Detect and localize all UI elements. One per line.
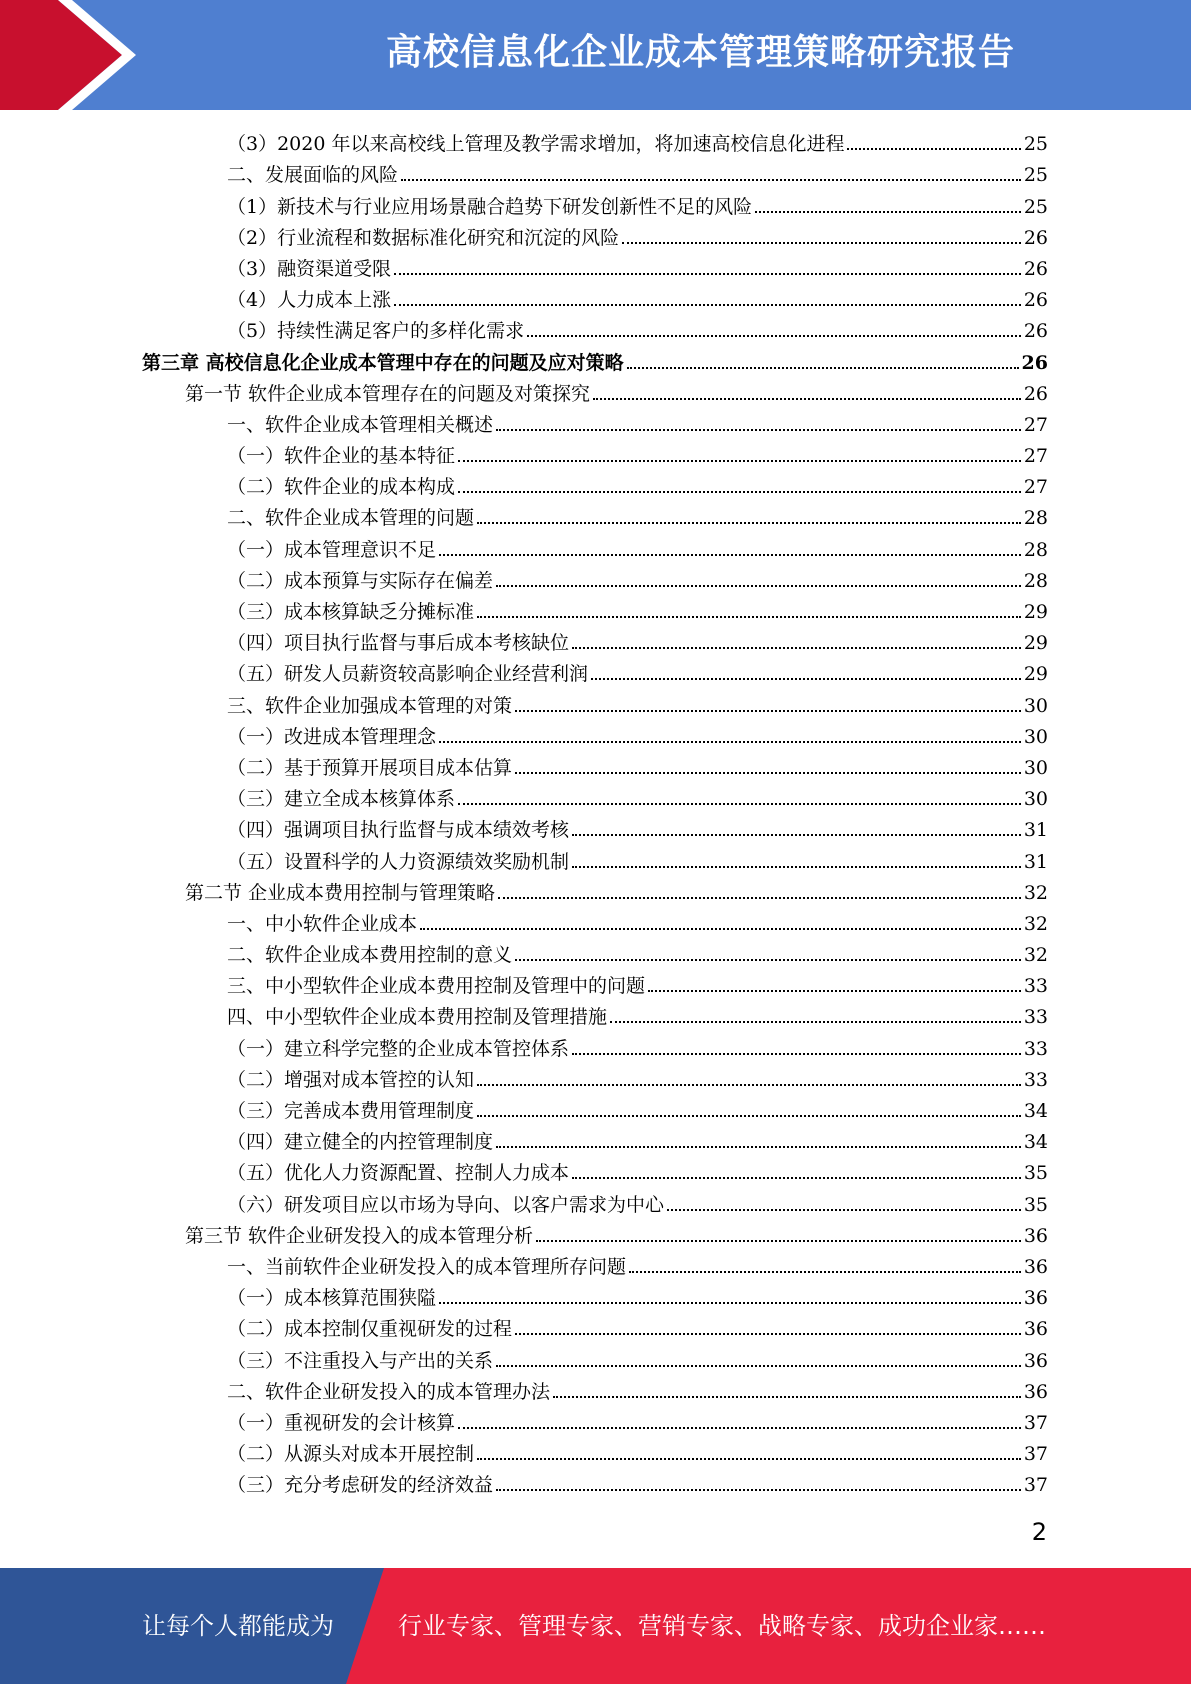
toc-entry[interactable] (142, 1001, 1048, 1032)
toc-entry[interactable] (142, 658, 1048, 689)
toc-entry-title: （一）重视研发的会计核算 (227, 1411, 456, 1434)
toc-entry-page: 33 (1023, 1068, 1048, 1091)
toc-entry-title: （二）从源头对成本开展控制 (227, 1443, 475, 1466)
toc-dot-leader (572, 647, 1021, 649)
toc-entry[interactable] (142, 471, 1048, 502)
toc-entry[interactable] (142, 378, 1048, 409)
toc-entry-title: （三）成本核算缺乏分摊标准 (227, 601, 475, 623)
toc-entry[interactable] (142, 752, 1048, 783)
toc-entry-page: 37 (1023, 1474, 1048, 1497)
toc-entry-page: 26 (1023, 320, 1048, 343)
toc-entry-page: 29 (1023, 663, 1048, 686)
toc-entry-page: 33 (1023, 1006, 1048, 1029)
toc-entry-title: 二、软件企业成本管理的问题 (227, 507, 475, 530)
toc-entry-title: （二）基于预算开展项目成本估算 (227, 756, 513, 779)
toc-entry[interactable] (142, 346, 1048, 377)
toc-entry[interactable] (142, 783, 1048, 814)
toc-entry-title: （三）完善成本费用管理制度 (227, 1100, 475, 1122)
toc-entry-page: 25 (1023, 164, 1048, 187)
toc-entry-title: 一、当前软件企业研发投入的成本管理所存问题 (227, 1255, 627, 1278)
toc-dot-leader (667, 1209, 1021, 1211)
table-of-contents (142, 128, 1048, 1500)
toc-dot-leader (458, 460, 1021, 462)
toc-entry-title: （二）增强对成本管控的认知 (227, 1068, 475, 1091)
toc-entry-page: 31 (1023, 850, 1048, 873)
toc-entry[interactable] (142, 1095, 1048, 1126)
toc-dot-leader (627, 367, 1019, 369)
toc-entry-page: 26 (1023, 257, 1048, 280)
toc-entry[interactable] (142, 1188, 1048, 1219)
toc-dot-leader (515, 959, 1021, 961)
toc-entry-page: 30 (1023, 694, 1048, 717)
toc-entry-title: （一）成本管理意识不足 (227, 538, 437, 561)
toc-entry-page: 35 (1023, 1193, 1048, 1216)
toc-entry[interactable] (142, 1407, 1048, 1438)
toc-entry-title: （四）强调项目执行监督与成本绩效考核 (227, 819, 570, 842)
toc-entry[interactable] (142, 315, 1048, 346)
toc-entry-title: （一）成本核算范围狭隘 (227, 1287, 437, 1310)
toc-entry-title: （五）设置科学的人力资源绩效奖励机制 (227, 850, 570, 873)
toc-entry-title: （一）建立科学完整的企业成本管控体系 (227, 1037, 570, 1060)
toc-dot-leader (496, 429, 1021, 431)
toc-entry-page: 36 (1023, 1349, 1048, 1372)
toc-dot-leader (572, 1177, 1021, 1179)
toc-dot-leader (515, 710, 1021, 712)
toc-dot-leader (498, 897, 1021, 899)
toc-entry-page: 26 (1021, 351, 1048, 374)
toc-dot-leader (458, 491, 1021, 493)
toc-entry[interactable] (142, 908, 1048, 939)
page-header (0, 0, 1191, 110)
toc-entry-page: 33 (1023, 1037, 1048, 1060)
toc-entry[interactable] (142, 596, 1048, 627)
toc-entry-page: 36 (1023, 1380, 1048, 1403)
toc-dot-leader (439, 741, 1021, 743)
toc-entry[interactable] (142, 1344, 1048, 1375)
toc-entry-page: 36 (1023, 1255, 1048, 1278)
toc-dot-leader (515, 1333, 1021, 1335)
toc-entry[interactable] (142, 877, 1048, 908)
toc-entry-title: （五）优化人力资源配置、控制人力成本 (227, 1162, 570, 1185)
toc-entry-title: （一）软件企业的基本特征 (227, 445, 456, 468)
toc-entry-page: 26 (1023, 382, 1048, 405)
toc-dot-leader (477, 616, 1021, 618)
toc-entry-page: 31 (1023, 819, 1048, 842)
toc-entry-page: 33 (1023, 975, 1048, 998)
toc-entry-title: （三）充分考虑研发的经济效益 (227, 1474, 494, 1497)
toc-entry-page: 27 (1023, 476, 1048, 499)
toc-entry[interactable] (142, 627, 1048, 658)
toc-entry[interactable] (142, 253, 1048, 284)
toc-dot-leader (496, 1365, 1021, 1367)
toc-entry-title: （五）研发人员薪资较高影响企业经营利润 (227, 663, 589, 686)
toc-dot-leader (477, 1084, 1021, 1086)
toc-dot-leader (622, 242, 1021, 244)
toc-dot-leader (394, 304, 1021, 306)
toc-dot-leader (536, 1240, 1021, 1242)
toc-dot-leader (401, 179, 1021, 181)
toc-entry[interactable] (142, 128, 1048, 159)
toc-entry-title: 一、软件企业成本管理相关概述 (227, 413, 494, 436)
toc-entry-title: （5）持续性满足客户的多样化需求 (227, 320, 525, 343)
toc-entry-title: （六）研发项目应以市场为导向、以客户需求为中心 (227, 1193, 665, 1216)
toc-dot-leader (847, 148, 1020, 150)
toc-entry-page: 28 (1023, 507, 1048, 530)
toc-dot-leader (629, 1271, 1021, 1273)
toc-entry[interactable] (142, 222, 1048, 253)
toc-dot-leader (755, 211, 1021, 213)
toc-entry-title: （二）软件企业的成本构成 (227, 476, 456, 499)
toc-entry-page: 25 (1023, 195, 1048, 218)
toc-entry[interactable] (142, 845, 1048, 876)
toc-entry-title: （三）建立全成本核算体系 (227, 788, 456, 811)
toc-dot-leader (439, 1302, 1021, 1304)
toc-dot-leader (496, 585, 1021, 587)
toc-dot-leader (591, 678, 1021, 680)
footer-slogan-right: 行业专家、管理专家、营销专家、战略专家、成功企业家…… (398, 1612, 1046, 1640)
toc-entry[interactable] (142, 533, 1048, 564)
toc-dot-leader (572, 1053, 1021, 1055)
toc-entry-page: 30 (1023, 756, 1048, 779)
toc-entry-page: 36 (1023, 1224, 1048, 1247)
toc-entry-title: （4）人力成本上涨 (227, 289, 392, 312)
toc-entry-page: 35 (1023, 1162, 1048, 1185)
toc-entry-page: 27 (1023, 445, 1048, 468)
toc-entry-title: （一）改进成本管理理念 (227, 725, 437, 748)
toc-entry[interactable] (142, 1220, 1048, 1251)
toc-entry-page: 29 (1023, 632, 1048, 655)
toc-dot-leader (477, 1115, 1021, 1117)
toc-entry-title: 二、发展面临的风险 (227, 164, 399, 187)
toc-entry-title: （三）不注重投入与产出的关系 (227, 1349, 494, 1372)
toc-entry-page: 36 (1023, 1287, 1048, 1310)
toc-entry-title: 第三章 高校信息化企业成本管理中存在的问题及应对策略 (142, 351, 624, 374)
toc-dot-leader (477, 522, 1021, 524)
toc-entry[interactable] (142, 409, 1048, 440)
toc-entry[interactable] (142, 721, 1048, 752)
toc-entry[interactable] (142, 1469, 1048, 1500)
toc-dot-leader (527, 335, 1021, 337)
toc-entry-title: （二）成本控制仅重视研发的过程 (227, 1318, 513, 1341)
toc-entry-title: （四）项目执行监督与事后成本考核缺位 (227, 632, 570, 655)
toc-entry-page: 29 (1023, 601, 1048, 623)
toc-entry[interactable] (142, 190, 1048, 221)
toc-dot-leader (593, 398, 1021, 400)
toc-dot-leader (610, 1021, 1021, 1023)
page-footer (0, 1568, 1191, 1684)
toc-entry-page: 34 (1023, 1131, 1048, 1154)
toc-entry-page: 37 (1023, 1411, 1048, 1434)
toc-entry[interactable] (142, 1282, 1048, 1313)
toc-dot-leader (553, 1396, 1021, 1398)
toc-entry-page: 37 (1023, 1443, 1048, 1466)
toc-dot-leader (394, 273, 1021, 275)
toc-entry[interactable] (142, 1126, 1048, 1157)
toc-entry-title: 二、软件企业成本费用控制的意义 (227, 944, 513, 967)
toc-entry[interactable] (142, 1438, 1048, 1469)
toc-dot-leader (515, 772, 1021, 774)
toc-dot-leader (572, 834, 1021, 836)
toc-entry[interactable] (142, 284, 1048, 315)
toc-entry[interactable] (142, 1157, 1048, 1188)
toc-entry-title: 第一节 软件企业成本管理存在的问题及对策探究 (185, 382, 591, 405)
toc-dot-leader (496, 1489, 1021, 1491)
toc-dot-leader (439, 554, 1021, 556)
toc-dot-leader (458, 1427, 1021, 1429)
toc-entry-title: 第二节 企业成本费用控制与管理策略 (185, 881, 496, 904)
toc-dot-leader (477, 1458, 1021, 1460)
toc-entry[interactable] (142, 159, 1048, 190)
toc-entry-title: 第三节 软件企业研发投入的成本管理分析 (185, 1224, 534, 1247)
toc-dot-leader (420, 928, 1021, 930)
toc-entry[interactable] (142, 814, 1048, 845)
toc-entry-title: （3）融资渠道受限 (227, 257, 392, 280)
page-number: 2 (1031, 1518, 1047, 1546)
toc-entry-title: （1）新技术与行业应用场景融合趋势下研发创新性不足的风险 (227, 195, 753, 218)
toc-entry[interactable] (142, 939, 1048, 970)
toc-entry[interactable] (142, 1376, 1048, 1407)
toc-entry[interactable] (142, 1313, 1048, 1344)
toc-entry-page: 25 (1023, 133, 1048, 156)
toc-entry-page: 28 (1023, 569, 1048, 592)
toc-entry-title: （二）成本预算与实际存在偏差 (227, 569, 494, 592)
toc-entry-page: 32 (1023, 944, 1048, 967)
toc-entry-title: 三、中小型软件企业成本费用控制及管理中的问题 (227, 975, 646, 998)
toc-entry-title: （3）2020 年以来高校线上管理及教学需求增加，将加速高校信息化进程 (227, 133, 845, 156)
toc-dot-leader (458, 803, 1021, 805)
toc-entry-page: 32 (1023, 912, 1048, 935)
toc-entry-page: 34 (1023, 1100, 1048, 1122)
toc-entry-page: 32 (1023, 881, 1048, 904)
toc-entry-page: 26 (1023, 226, 1048, 249)
toc-dot-leader (496, 1146, 1021, 1148)
toc-dot-leader (572, 866, 1021, 868)
toc-entry[interactable] (142, 440, 1048, 471)
toc-entry-title: （四）建立健全的内控管理制度 (227, 1131, 494, 1154)
toc-entry-title: 四、中小型软件企业成本费用控制及管理措施 (227, 1006, 608, 1029)
toc-entry-page: 26 (1023, 289, 1048, 312)
toc-entry[interactable] (142, 502, 1048, 533)
toc-entry-title: 二、软件企业研发投入的成本管理办法 (227, 1380, 551, 1403)
toc-entry[interactable] (142, 1032, 1048, 1063)
toc-entry[interactable] (142, 1064, 1048, 1095)
toc-entry[interactable] (142, 689, 1048, 720)
toc-entry-page: 28 (1023, 538, 1048, 561)
toc-entry[interactable] (142, 970, 1048, 1001)
toc-entry-page: 27 (1023, 413, 1048, 436)
header-title: 高校信息化企业成本管理策略研究报告 (385, 32, 1015, 73)
toc-entry-page: 36 (1023, 1318, 1048, 1341)
toc-entry-title: 一、中小软件企业成本 (227, 912, 418, 935)
toc-dot-leader (648, 990, 1021, 992)
header-arrow-decoration (0, 0, 150, 110)
toc-entry[interactable] (142, 1251, 1048, 1282)
footer-slogan-left: 让每个人都能成为 (142, 1612, 334, 1640)
toc-entry-title: （2）行业流程和数据标准化研究和沉淀的风险 (227, 226, 620, 249)
toc-entry-title: 三、软件企业加强成本管理的对策 (227, 694, 513, 717)
toc-entry-page: 30 (1023, 788, 1048, 811)
toc-entry[interactable] (142, 565, 1048, 596)
toc-entry-page: 30 (1023, 725, 1048, 748)
